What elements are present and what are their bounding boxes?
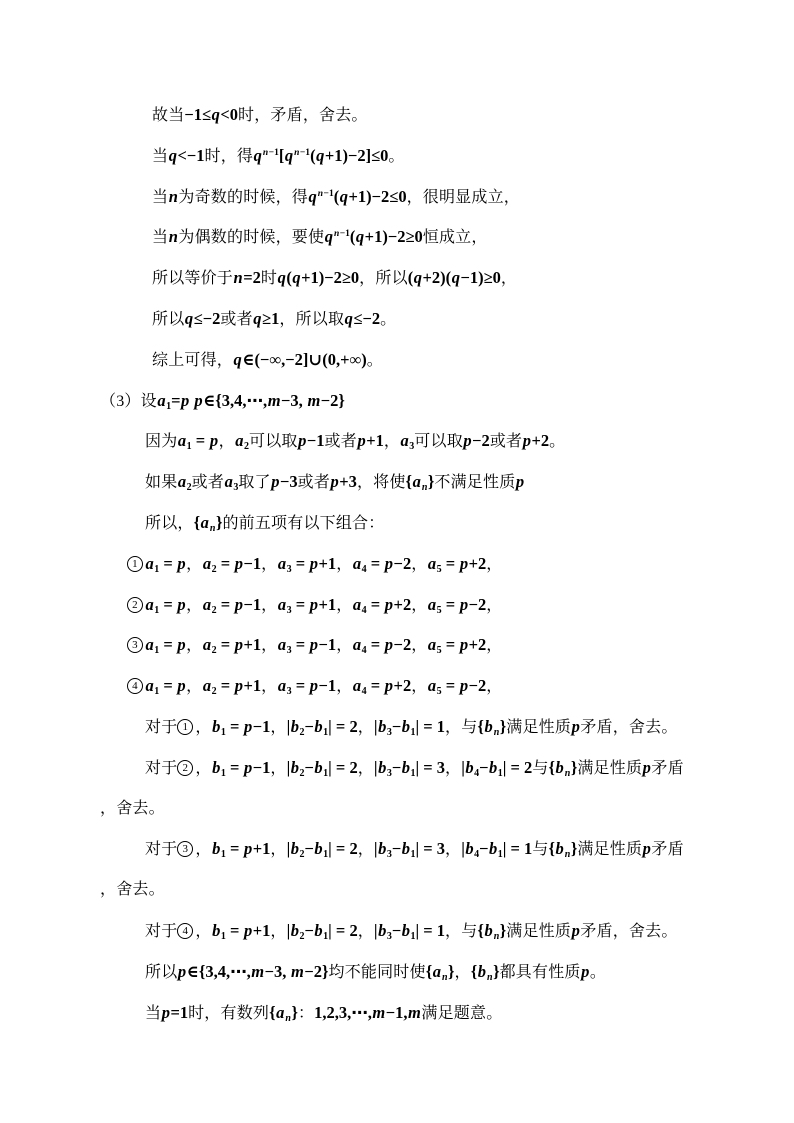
text-run: 对于 xyxy=(145,922,178,940)
text-run: ， xyxy=(411,555,428,573)
text-run: ， xyxy=(411,637,428,655)
text-run: 恒成立， xyxy=(422,229,488,247)
circled-number-icon: 3 xyxy=(127,637,143,653)
document-line xyxy=(100,544,794,585)
math-run: $a_5 = p+2$ xyxy=(427,553,487,575)
text-run: 可以取 xyxy=(249,433,298,451)
document-line xyxy=(100,177,794,218)
text-run: 与 xyxy=(532,841,549,859)
text-run: 或者 xyxy=(191,474,225,492)
math-run: q≥1 xyxy=(253,308,280,328)
text-run: 所以 xyxy=(152,310,185,328)
text-run: ，舍去。 xyxy=(100,881,165,899)
text-run: ， xyxy=(454,963,471,981)
text-run: 均不能同时使 xyxy=(328,963,426,981)
math-run: $|b_3-b_1| = 1$ xyxy=(373,716,446,738)
circled-number-icon: 4 xyxy=(127,678,143,694)
document-line xyxy=(100,136,794,177)
math-run: $\{b_n\}$ xyxy=(470,961,500,983)
text-run: ， xyxy=(357,841,374,859)
text-run: ， xyxy=(218,433,235,451)
document-line xyxy=(100,462,794,503)
text-run: 不满足性质 xyxy=(434,474,516,492)
text-run: 矛盾，舍去。 xyxy=(580,922,678,940)
math-run: $a_2 = p-1$ xyxy=(202,553,262,575)
circled-number-icon: 3 xyxy=(177,841,193,857)
document-line xyxy=(100,585,794,626)
math-run: q(q+1)−2≥0 xyxy=(277,268,360,288)
math-run: $a_1=p$ p∈{3,4,⋯,m−3, m−2} xyxy=(157,390,345,412)
text-run: ， xyxy=(186,637,203,655)
text-run: ， xyxy=(195,759,212,777)
text-run: ， xyxy=(186,555,203,573)
math-run: $a_4 = p-2$ xyxy=(352,635,412,657)
math-run: $|b_4-b_1| = 1$ xyxy=(461,839,533,861)
document-line xyxy=(100,340,794,381)
text-run: 可以取 xyxy=(414,433,463,451)
text-run: ， xyxy=(186,596,203,614)
text-run: ， xyxy=(270,922,287,940)
math-run: q<−1 xyxy=(168,145,205,165)
math-run: $a_2 = p+1$ xyxy=(202,635,262,657)
math-run: $a_3$ xyxy=(224,472,239,494)
text-run: 对于 xyxy=(145,841,178,859)
text-run: ， xyxy=(261,678,278,696)
math-run: $|b_3-b_1| = 1$ xyxy=(373,920,446,942)
math-run: $|b_2-b_1| = 2$ xyxy=(286,839,358,861)
text-run: ，与 xyxy=(445,718,478,736)
document-line xyxy=(100,748,794,789)
math-run: $\{b_n\}$ xyxy=(477,920,507,942)
text-run: ， xyxy=(336,637,353,655)
text-run: ， xyxy=(445,841,462,859)
text-run: ， xyxy=(357,922,374,940)
text-run: 所以， xyxy=(145,514,194,532)
text-run: ： xyxy=(297,1004,315,1022)
text-run: 满足性质 xyxy=(506,718,572,736)
math-run: $a_1 = p$ xyxy=(177,431,219,453)
text-run: ， xyxy=(411,596,428,614)
text-run: 时，得 xyxy=(204,147,254,165)
math-run: $b_1 = p+1$ xyxy=(212,920,271,942)
math-run: $a_5 = p-2$ xyxy=(427,594,487,616)
math-run: $a_5 = p-2$ xyxy=(427,676,487,698)
text-run: 对于 xyxy=(145,759,178,777)
math-run: $\{a_n\}$ xyxy=(193,512,223,534)
math-run: p xyxy=(571,920,580,940)
text-run: 如果 xyxy=(145,474,178,492)
text-run: 。 xyxy=(366,351,383,369)
math-run: n xyxy=(168,186,178,206)
text-run: 满足性质 xyxy=(577,759,643,777)
text-run: 所以等价于 xyxy=(152,270,234,288)
text-run: ， xyxy=(270,759,287,777)
math-run: $a_3 = p+1$ xyxy=(277,553,337,575)
math-run: $|b_2-b_1| = 2$ xyxy=(286,757,358,779)
document-line xyxy=(100,911,794,952)
document-line xyxy=(100,95,794,136)
text-run: 当 xyxy=(152,188,169,206)
text-run: ， xyxy=(357,718,374,736)
text-run: ， xyxy=(336,678,353,696)
text-run: 当 xyxy=(152,229,169,247)
math-run: p∈{3,4,⋯,m−3, m−2} xyxy=(177,961,329,981)
document-line xyxy=(100,870,794,911)
math-run: $|b_3-b_1| = 3$ xyxy=(373,839,446,861)
math-run: p xyxy=(642,839,651,859)
text-run: ， xyxy=(261,596,278,614)
math-run: $\{a_n\}$ xyxy=(269,1002,298,1024)
math-run: n=2 xyxy=(233,268,261,288)
text-run: 满足性质 xyxy=(577,841,643,859)
text-run: ， xyxy=(195,841,212,859)
text-run: （3）设 xyxy=(100,392,157,410)
math-run: $a_3 = p-1$ xyxy=(277,635,337,657)
document-line xyxy=(100,381,794,422)
text-run: 。 xyxy=(380,310,397,328)
text-run: 或者 xyxy=(489,433,523,451)
math-run: $a_2$ xyxy=(177,472,192,494)
text-run: ，所以取 xyxy=(279,310,345,328)
document-line xyxy=(100,789,794,830)
text-run: 的前五项有以下组合： xyxy=(222,514,385,532)
text-run: 为偶数的时候，要使 xyxy=(178,229,325,247)
math-run: p−2 xyxy=(463,431,490,451)
text-run: 综上可得， xyxy=(152,351,234,369)
math-run: $|b_2-b_1| = 2$ xyxy=(286,920,358,942)
math-run: p xyxy=(642,757,651,777)
circled-number-icon: 1 xyxy=(177,719,193,735)
text-run: 或者 xyxy=(297,474,331,492)
text-run: ， xyxy=(486,678,503,696)
text-run: ， xyxy=(486,637,503,655)
text-run: ， xyxy=(195,922,212,940)
document-line xyxy=(100,829,794,870)
text-run: 与 xyxy=(532,759,549,777)
math-run: $a_1 = p$ xyxy=(145,553,186,575)
text-run: ，将使 xyxy=(356,474,406,492)
text-run: ， xyxy=(270,718,287,736)
math-run: $a_1 = p$ xyxy=(145,676,186,698)
math-run: $a_1 = p$ xyxy=(145,635,186,657)
text-run: 所以 xyxy=(145,963,178,981)
text-run: 。 xyxy=(549,433,566,451)
document-line xyxy=(100,993,794,1034)
text-run: 时，矛盾，舍去。 xyxy=(238,107,368,124)
math-run: p+1 xyxy=(357,431,384,451)
text-run: ， xyxy=(261,555,278,573)
math-run: $b_1 = p-1$ xyxy=(212,757,271,779)
math-run: q∈(−∞,−2]∪(0,+∞) xyxy=(233,349,367,369)
text-run: ，与 xyxy=(445,922,478,940)
math-run: $|b_4-b_1| = 2$ xyxy=(461,757,533,779)
math-run: $q^{n-1}[q^{n-1}(q+1)-2]\le 0$ xyxy=(253,145,389,165)
text-run: ， xyxy=(270,841,287,859)
text-run: ，舍去。 xyxy=(100,799,165,817)
text-run: ， xyxy=(357,759,374,777)
math-run: $a_2 = p-1$ xyxy=(202,594,262,616)
text-run: 取了 xyxy=(238,474,271,492)
text-run: ， xyxy=(195,718,212,736)
math-run: 1,2,3,⋯,m−1,m xyxy=(314,1002,421,1022)
math-run: p xyxy=(515,472,525,492)
text-run: 矛盾 xyxy=(651,759,684,777)
text-run: 时，有数列 xyxy=(188,1004,270,1022)
text-run: 为奇数的时候，得 xyxy=(178,188,308,206)
math-run: $q^{n-1}(q+1)-2\ge 0$ xyxy=(324,227,423,247)
text-run: ， xyxy=(500,270,518,288)
document-line xyxy=(100,707,794,748)
math-run: p+2 xyxy=(522,431,550,451)
math-run: $b_1 = p-1$ xyxy=(212,716,271,738)
math-run: q≤−2 xyxy=(184,308,221,328)
math-run: $|b_2-b_1| = 2$ xyxy=(286,716,358,738)
text-run: ，很明显成立， xyxy=(406,188,520,206)
document-line xyxy=(100,666,794,707)
circled-number-icon: 2 xyxy=(177,760,193,776)
math-run: $\{b_n\}$ xyxy=(477,716,507,738)
math-run: p−1 xyxy=(298,431,325,451)
text-run: 矛盾 xyxy=(651,841,684,859)
text-run: 满足性质 xyxy=(506,922,572,940)
math-run: p xyxy=(581,961,590,981)
text-run: ， xyxy=(411,678,428,696)
document-line xyxy=(100,503,794,544)
math-run: p=1 xyxy=(161,1002,189,1022)
math-run: $a_3$ xyxy=(400,431,415,453)
text-run: ， xyxy=(186,678,203,696)
math-run: p−3 xyxy=(271,472,298,492)
text-run: 。 xyxy=(589,963,607,981)
math-run: $a_4 = p+2$ xyxy=(352,676,412,698)
document-line xyxy=(100,217,794,258)
math-run: $a_2 = p+1$ xyxy=(202,676,262,698)
math-run: $a_2$ xyxy=(235,431,250,453)
text-run: 或者 xyxy=(220,310,253,328)
circled-number-icon: 1 xyxy=(127,556,143,572)
math-run: $\{a_n\}$ xyxy=(425,961,455,983)
math-run: $a_3 = p-1$ xyxy=(277,676,337,698)
text-run: 满足题意。 xyxy=(421,1004,503,1022)
math-run: $a_3 = p+1$ xyxy=(277,594,337,616)
math-run: p xyxy=(571,716,580,736)
text-run: ， xyxy=(336,596,353,614)
math-run: $a_1 = p$ xyxy=(145,594,186,616)
text-run: ， xyxy=(383,433,401,451)
text-run: 当 xyxy=(152,147,169,165)
math-run: $a_4 = p+2$ xyxy=(352,594,412,616)
text-run: 时 xyxy=(260,270,278,288)
math-run: −1≤q<0 xyxy=(184,105,239,124)
math-run: $\{b_n\}$ xyxy=(548,757,578,779)
text-run: 当 xyxy=(145,1004,162,1022)
math-run: $a_5 = p+2$ xyxy=(427,635,487,657)
math-run: q≤−2 xyxy=(344,308,381,328)
text-run: ，所以 xyxy=(359,270,408,288)
text-run: 对于 xyxy=(145,718,178,736)
text-run: 。 xyxy=(388,147,405,165)
text-run: 矛盾，舍去。 xyxy=(580,718,678,736)
text-run: ， xyxy=(486,596,503,614)
document-line xyxy=(100,625,794,666)
text-run: ， xyxy=(336,555,353,573)
circled-number-icon: 4 xyxy=(177,923,193,939)
math-run: $|b_3-b_1| = 3$ xyxy=(373,757,446,779)
document-line xyxy=(100,952,794,993)
math-run: $\{a_n\}$ xyxy=(405,472,435,494)
document-line xyxy=(100,299,794,340)
math-run: p+3 xyxy=(330,472,357,492)
math-run: $q^{n-1}(q+1)-2\le 0$ xyxy=(308,186,407,206)
math-run: $a_4 = p-2$ xyxy=(352,553,412,575)
text-run: 都具有性质 xyxy=(499,963,581,981)
text-run: ， xyxy=(261,637,278,655)
text-run: 故当 xyxy=(152,107,185,124)
circled-number-icon: 2 xyxy=(127,597,143,613)
text-run: ， xyxy=(486,555,503,573)
text-run: 或者 xyxy=(324,433,357,451)
text-run: 因为 xyxy=(145,433,178,451)
math-run: $b_1 = p+1$ xyxy=(212,839,271,861)
math-run: n xyxy=(168,227,178,247)
document-line xyxy=(100,421,794,462)
math-run: (q+2)(q−1)≥0 xyxy=(407,268,501,288)
document-line xyxy=(100,258,794,299)
text-run: ， xyxy=(445,759,462,777)
math-run: $\{b_n\}$ xyxy=(548,839,578,861)
